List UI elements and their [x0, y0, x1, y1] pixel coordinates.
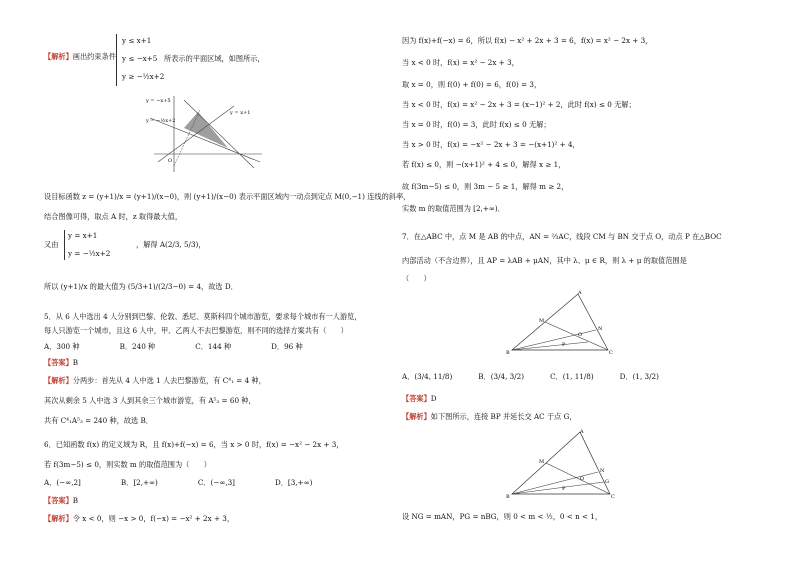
point-o: O: [578, 332, 583, 338]
eq-1: y = x+1: [68, 231, 98, 240]
question-5-answer: 【答案】B: [44, 358, 79, 367]
q6-solution: 【解析】令 x < 0，则 −x > 0，f(−x) = −x² + 2x + 3，: [44, 514, 235, 523]
question-6-cont: 若 f(3m−5) ≤ 0，则实数 m 的取值范围为（ ）: [44, 460, 211, 469]
feasible-region-figure: [144, 92, 264, 174]
r-line-3: 取 x = 0，则 f(0) + f(0) = 6，f(0) = 3，: [402, 80, 542, 89]
question-7-paren: （ ）: [402, 274, 431, 283]
r-line-2: 当 x < 0 时，f(x) = x² − 2x + 3，: [402, 58, 519, 67]
segment-bp: [512, 342, 588, 350]
r-line-5: 当 x = 0 时，f(0) = 3，此时 f(x) ≤ 0 无解；: [402, 120, 551, 129]
answer-tag: 【答案】: [44, 496, 73, 505]
r-line-9: 实数 m 的取值范围为 [2,+∞)．: [402, 204, 505, 213]
question-5: 5．从 6 人中选出 4 人分别到巴黎、伦敦、悉尼、莫斯科四个城市游览，要求每个城市有一人游览，: [44, 312, 362, 321]
max-point-line: 结合图像可得，取点 A 时，z 取得最大值，: [44, 212, 183, 221]
option-c: C．(1, 11/8): [550, 372, 594, 381]
option-a: A．(3/4, 11/8): [402, 372, 453, 381]
question-6-answer: 【答案】B: [44, 496, 79, 505]
vertex-c2: C: [611, 494, 615, 500]
solve-suffix: ，解得 A(2/3, 5/3)，: [136, 240, 206, 249]
system-brace: [116, 34, 117, 86]
option-d: D．[3,+∞): [274, 478, 313, 487]
segment-bn-2: [512, 472, 598, 494]
solution-intro: 【解析】画出约束条件: [44, 52, 116, 61]
question-6-options: [44, 478, 352, 488]
option-a: A．(−∞,2]: [44, 478, 81, 487]
vertex-a2: A: [580, 429, 584, 435]
point-m: M: [539, 318, 545, 324]
question-7-options: [402, 372, 699, 382]
point-m2: M: [539, 459, 545, 465]
question-7-answer: 【答案】D: [402, 394, 437, 403]
q5-solution-1: 【解析】分两步：首先从 4 人中选 1 人去巴黎游览，有 C⁴₁ = 4 种，: [44, 376, 266, 385]
constraint-2: y ≤ −x+5: [122, 54, 158, 63]
point-o2: O: [580, 476, 585, 482]
r-line-7: 若 f(x) ≤ 0，则 −(x+1)² + 4 ≤ 0，解得 x ≥ 1，: [402, 160, 566, 169]
constraint-1: y ≤ x+1: [122, 36, 152, 45]
solution-tag: 【解析】: [44, 376, 73, 385]
triangle-abc: [512, 294, 608, 350]
solution-intro-tail: 所表示的平面区域，如图所示，: [164, 54, 265, 63]
system2-brace: [64, 230, 65, 260]
solution-tag: 【解析】: [44, 52, 73, 61]
label-line-1: y = −x+5: [146, 98, 171, 104]
solve-prefix: 又由: [44, 240, 59, 249]
solution-tag: 【解析】: [402, 412, 431, 421]
r-line-6: 当 x > 0 时，f(x) = −x² − 2x + 3 = −(x+1)² + 4，: [402, 140, 580, 149]
eq-2: y = −½x+2: [68, 249, 111, 258]
option-d: D．96 种: [271, 342, 303, 351]
segment-bg: [512, 482, 604, 494]
r-line-4: 当 x < 0 时，f(x) = x² − 2x + 3 = (x−1)² + 2，此时 f(x) ≤ 0 无解；: [402, 100, 636, 109]
constraint-3: y ≥ −½x+2: [122, 72, 165, 81]
option-c: C．(−∞,3]: [197, 478, 235, 487]
vertex-b2: B: [506, 494, 510, 500]
question-6: 6．已知函数 f(x) 的定义域为 R，且 f(x)+f(−x) = 6，当 x > 0 时，f(x) = −x² − 2x + 3，: [44, 440, 344, 449]
point-p2: P: [562, 486, 566, 492]
point-n2: N: [600, 468, 605, 474]
label-line-3: y = x+1: [230, 110, 251, 116]
point-n: N: [598, 326, 603, 332]
option-b: B．[2,+∞): [120, 478, 158, 487]
option-b: B．(3/4, 3/2): [478, 372, 525, 381]
vertex-b: B: [506, 350, 510, 356]
question-5-options: [44, 342, 343, 352]
q5-solution-2: 其次从剩余 5 人中选 3 人到其余三个城市游览，有 A⁵₃ = 60 种，: [44, 396, 256, 405]
max-value-line: 所以 (y+1)/x 的最大值为 (5/3+1)/(2/3−0) = 4，故选 D．: [44, 282, 238, 291]
q7-solution: 【解析】如下图所示，连接 BP 并延长交 AC 于点 G，: [402, 412, 577, 421]
vertex-c: C: [609, 350, 613, 356]
segment-bn: [512, 330, 596, 350]
origin-label: O: [168, 158, 173, 164]
solution-tag: 【解析】: [44, 514, 73, 523]
option-b: B．240 种: [119, 342, 156, 351]
q7-solution-last: 设 NG = mAN，PG = nBG，则 0 < m < ½，0 < n < 1，: [402, 512, 603, 521]
slope-line: [174, 110, 200, 166]
option-a: A．300 种: [44, 342, 80, 351]
label-line-2: y = −½x+2: [146, 118, 176, 124]
answer-tag: 【答案】: [44, 358, 73, 367]
question-5-cont: 每人只游览一个城市，且这 6 人中，甲、乙两人不去巴黎游览，则不同的选择方案共有（ ）: [44, 326, 348, 335]
point-p: P: [562, 342, 566, 348]
point-g: G: [605, 479, 609, 485]
answer-tag: 【答案】: [402, 394, 431, 403]
triangle-figure: [506, 288, 616, 358]
vertex-a: A: [578, 290, 582, 296]
option-d: D．(1, 3/2): [619, 372, 659, 381]
r-line-8: 故 f(3m−5) ≤ 0，则 3m − 5 ≥ 1，解得 m ≥ 2，: [402, 182, 569, 191]
triangle-figure-2: [506, 428, 618, 500]
question-7-cont: 内部活动（不含边界），且 AP = λAB + μAN，其中 λ、μ ∈ R，则 λ + μ 的取值范围是: [402, 256, 687, 265]
option-c: C．144 种: [195, 342, 232, 351]
triangle-abc-2: [512, 432, 610, 494]
r-line-1: 因为 f(x)+f(−x) = 6，所以 f(x) − x² + 2x + 3 = 6，f(x) = x² − 2x + 3，: [402, 36, 653, 45]
objective-line: 设目标函数 z = (y+1)/x = (y+1)/(x−0)，则 (y+1)/(x−0) 表示平面区域内一动点到定点 M(0,−1) 连线的斜率，: [44, 192, 411, 201]
q5-solution-3: 共有 C⁴₁A⁵₃ = 240 种，故选 B．: [44, 416, 153, 425]
question-7: 7．在△ABC 中，点 M 是 AB 的中点，AN = ⅔AC，线段 CM 与 BN 交于点 O，动点 P 在△BOC: [402, 232, 722, 241]
